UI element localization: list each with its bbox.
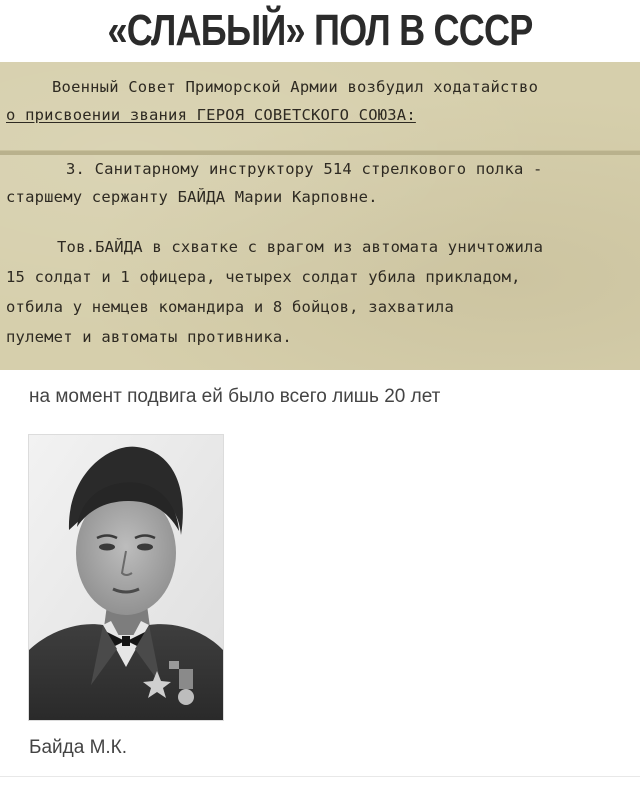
portrait-photo	[28, 434, 224, 721]
doc-fold-line	[0, 150, 640, 155]
portrait-illustration	[29, 435, 223, 720]
doc-line-2: о присвоении звания ГЕРОЯ СОВЕТСКОГО СОЮЗА:	[6, 106, 416, 124]
divider	[0, 776, 640, 777]
doc-line-3: 3. Санитарному инструктору 514 стрелкового полка -	[66, 160, 543, 178]
age-caption: на момент подвига ей было всего лишь 20 лет	[29, 386, 441, 407]
archival-document	[0, 62, 640, 370]
doc-line-7: отбила у немцев командира и 8 бойцов, захватила	[6, 298, 454, 316]
doc-line-1: Военный Совет Приморской Армии возбудил ходатайство	[52, 78, 539, 96]
doc-line-4: старшему сержанту БАЙДА Марии Карповне.	[6, 188, 378, 206]
doc-line-6: 15 солдат и 1 офицера, четырех солдат убила прикладом,	[6, 268, 521, 286]
photo-caption: Байда М.К.	[29, 737, 128, 758]
page-title: «СЛАБЫЙ» ПОЛ В СССР	[58, 0, 583, 62]
doc-line-8: пулемет и автоматы противника.	[6, 328, 292, 346]
doc-line-5: Тов.БАЙДА в схватке с врагом из автомата уничтожила	[57, 238, 544, 256]
